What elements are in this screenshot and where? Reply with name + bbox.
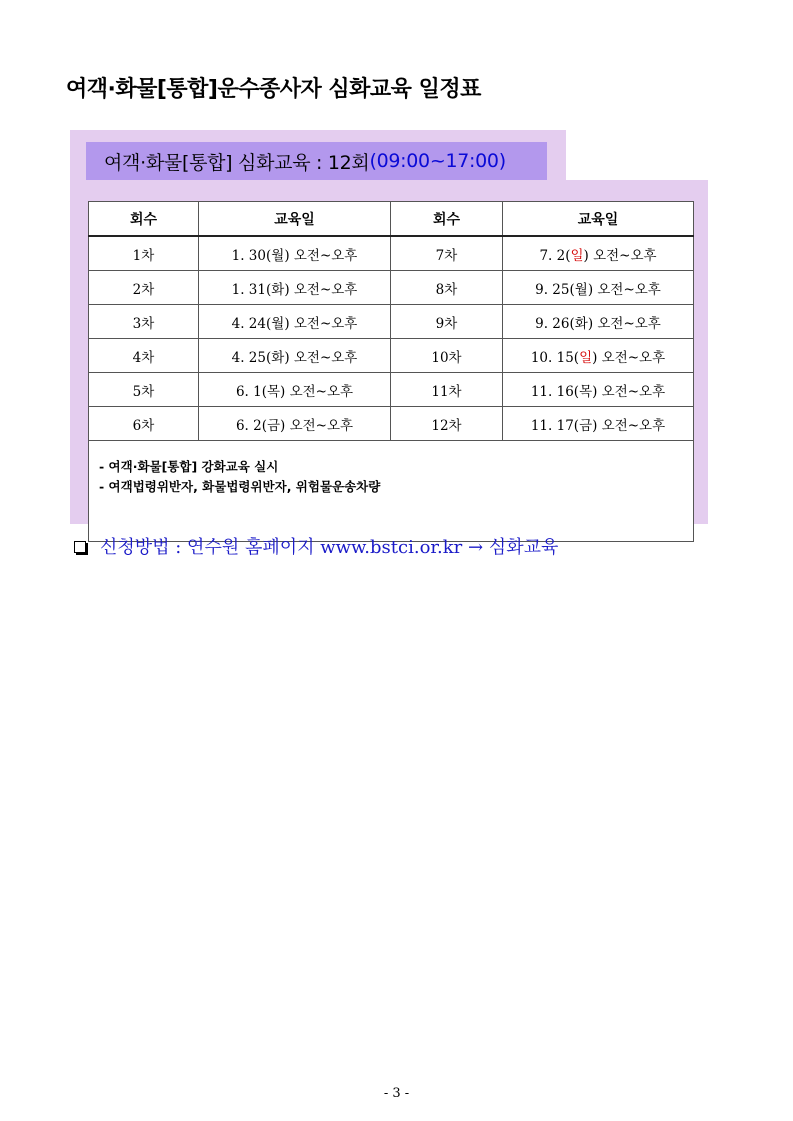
header-date-1: 교육일 (199, 202, 391, 237)
course-banner (86, 142, 547, 180)
header-round-1: 회수 (89, 202, 199, 237)
round-cell: 2차 (89, 271, 199, 305)
date-cell: 9. 26(화) 오전~오후 (503, 305, 694, 339)
round-cell: 9차 (391, 305, 503, 339)
date-cell: 4. 24(월) 오전~오후 (199, 305, 391, 339)
date-cell: 6. 1(목) 오전~오후 (199, 373, 391, 407)
note-item: - 여객법령위반자, 화물법령위반자, 위험물운송차량 (99, 479, 381, 494)
weekday: 금 (579, 417, 593, 434)
application-info (74, 533, 558, 559)
round-cell: 8차 (391, 271, 503, 305)
banner-time-text: (09:00~17:00) (369, 150, 506, 172)
round-cell: 5차 (89, 373, 199, 407)
weekday: 월 (271, 315, 285, 332)
header-round-2: 회수 (391, 202, 503, 237)
table-header-row (89, 202, 694, 237)
date-cell: 7. 2(일) 오전~오후 (503, 236, 694, 271)
table-row (89, 305, 694, 339)
date-cell: 11. 16(목) 오전~오후 (503, 373, 694, 407)
page-number: - 3 - (383, 1086, 410, 1101)
banner-main-text: 여객·화물[통합] 심화교육 : 12회 (104, 151, 370, 174)
weekday: 화 (271, 349, 285, 366)
weekday-sunday: 일 (570, 247, 584, 264)
checkbox-bullet-icon (74, 541, 86, 553)
round-cell: 3차 (89, 305, 199, 339)
weekday: 월 (574, 281, 588, 298)
date-cell: 10. 15(일) 오전~오후 (503, 339, 694, 373)
date-cell: 9. 25(월) 오전~오후 (503, 271, 694, 305)
round-cell: 6차 (89, 407, 199, 441)
page-title: 여객·화물[통합]운수종사자 심화교육 일정표 (66, 77, 481, 102)
weekday: 목 (579, 383, 593, 400)
header-date-2: 교육일 (503, 202, 694, 237)
round-cell: 1차 (89, 236, 199, 271)
date-cell: 1. 30(월) 오전~오후 (199, 236, 391, 271)
table-row (89, 407, 694, 441)
note-item: - 여객·화물[통합] 강화교육 실시 (99, 459, 279, 474)
date-cell: 6. 2(금) 오전~오후 (199, 407, 391, 441)
weekday: 월 (271, 247, 285, 264)
date-cell: 4. 25(화) 오전~오후 (199, 339, 391, 373)
date-cell: 11. 17(금) 오전~오후 (503, 407, 694, 441)
table-row (89, 373, 694, 407)
weekday: 화 (271, 281, 285, 298)
round-cell: 11차 (391, 373, 503, 407)
weekday-sunday: 일 (579, 349, 593, 366)
round-cell: 12차 (391, 407, 503, 441)
round-cell: 7차 (391, 236, 503, 271)
notes-row (89, 441, 694, 542)
round-cell: 10차 (391, 339, 503, 373)
table-row (89, 271, 694, 305)
weekday: 금 (266, 417, 281, 434)
table-row (89, 339, 694, 373)
notes-cell (89, 441, 694, 542)
table-row (89, 236, 694, 271)
date-cell: 1. 31(화) 오전~오후 (199, 271, 391, 305)
weekday: 목 (266, 383, 281, 400)
schedule-table (88, 201, 694, 542)
weekday: 화 (574, 315, 588, 332)
application-text: 신청방법 : 연수원 홈페이지 www.bstci.or.kr → 심화교육 (100, 537, 559, 558)
round-cell: 4차 (89, 339, 199, 373)
